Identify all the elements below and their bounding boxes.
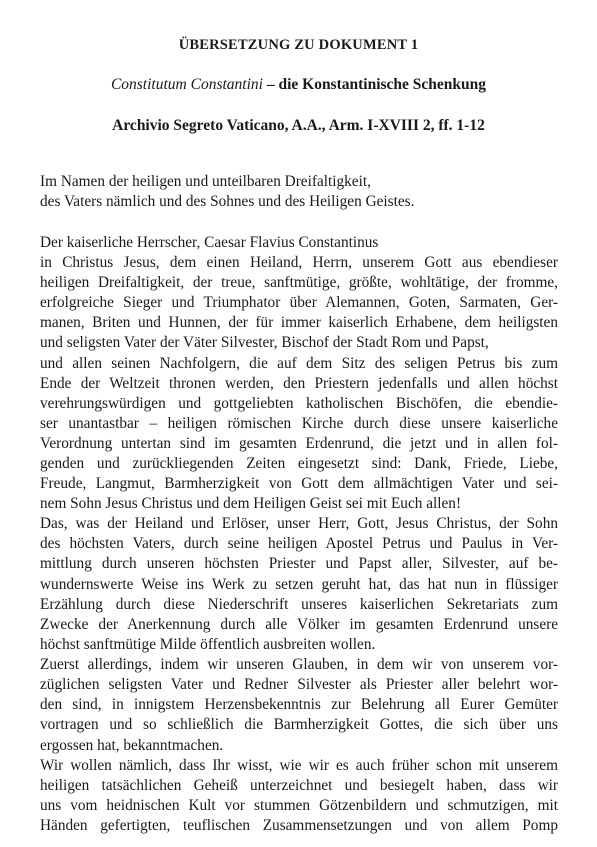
text-line: in Christus Jesus, dem einen Heiland, Herrn, unserem Gott aus ebendieser: [40, 254, 558, 271]
text-line: und seligsten Vater der Väter Silvester, Bischof der Stadt Rom und Papst,: [40, 334, 489, 351]
text-line: ser unantastbar – heiligen römischen Kirche durch diese unsere kaiserliche: [40, 415, 558, 432]
text-line: Im Namen der heiligen und unteilbaren Dreifaltigkeit,: [40, 173, 371, 190]
text-line: und allen seinen Nachfolgern, die auf dem Sitz des seligen Petrus bis zum: [40, 355, 558, 372]
text-line: den sind, in innigstem Herzensbekenntnis zur Belehrung all Eurer Gemüter: [40, 696, 558, 713]
text-line: Verordnung untertan sind im gesamten Erdenrund, die jetzt und in allen fol-: [40, 435, 558, 452]
text-line: Freude, Langmut, Barmherzigkeit von Gott dem allmächtigen Vater und sei-: [40, 475, 558, 492]
text-line: genden und zurückliegenden Zeiten eingesetzt sind: Dank, Friede, Liebe,: [40, 455, 558, 472]
text-line: wundernswerte Weise ins Werk zu setzen geruht hat, das hat nun in flüssiger: [40, 576, 558, 593]
text-line: des Vaters nämlich und des Sohnes und des Heiligen Geistes.: [40, 193, 415, 210]
text-line: züglichen seligsten Vater und Redner Silvester als Priester aller belehrt wor-: [40, 676, 558, 693]
text-line: Wir wollen nämlich, dass Ihr wisst, wie wir es auch früher schon mit unserem: [40, 757, 558, 774]
text-line: erfolgreiche Sieger und Triumphator über Alemannen, Goten, Sarmaten, Ger-: [40, 294, 558, 311]
text-line: heiligen Dreifaltigkeit, der treue, sanftmütige, größte, wohltätige, der fromme,: [40, 274, 558, 291]
text-line: höchst sanftmütige Milde öffentlich ausbreiten wollen.: [40, 636, 376, 653]
text-line: Das, was der Heiland und Erlöser, unser Herr, Gott, Jesus Christus, der Sohn: [40, 515, 558, 532]
text-line: Zwecke der Anerkennung durch alle Völker im gesamten Erdenrund unsere: [40, 616, 558, 633]
text-line: Der kaiserliche Herrscher, Caesar Flavius Constantinus: [40, 234, 379, 251]
text-line: heiligen tatsächlichen Geheiß unterzeichnet und besiegelt haben, dass wir: [40, 777, 558, 794]
text-line: des höchsten Vaters, durch seine heiligen Apostel Petrus und Paulus in Ver-: [40, 535, 558, 552]
subtitle-italic-part: Constitutum Constantini: [110, 76, 263, 93]
text-line: mittlung durch unseren höchsten Priester und Papst aller, Silvester, auf be-: [40, 555, 558, 572]
text-line: Händen gefertigten, teuflischen Zusammensetzungen und von allem Pomp: [40, 817, 558, 834]
document-heading: ÜBERSETZUNG ZU DOKUMENT 1: [178, 37, 419, 53]
text-line: verehrungswürdigen und gottgeliebten katholischen Bischöfen, die ebendie-: [40, 395, 558, 412]
document-subtitle: [0, 76, 597, 94]
text-line: ergossen hat, bekanntmachen.: [40, 737, 224, 754]
text-line: Erzählung durch diese Niederschrift unseres kaiserlichen Sekretariats zum: [40, 596, 558, 613]
text-line: vortragen und so schließlich die Barmherzigkeit Gottes, die sich über uns: [40, 716, 558, 733]
text-line: nem Sohn Jesus Christus und dem Heiligen Geist sei mit Euch allen!: [40, 495, 462, 512]
text-line: manen, Briten und Hunnen, der für immer kaiserlich Erhabene, dem heiligsten: [40, 314, 558, 331]
subtitle-rest: – die Konstantinische Schenkung: [262, 76, 487, 93]
text-line: uns vom heidnischen Kult vor stummen Götzenbildern und schmutzigen, mit: [40, 797, 558, 814]
archive-reference: Archivio Segreto Vaticano, A.A., Arm. I-XVIII 2, ff. 1-12: [112, 117, 485, 134]
text-line: Zuerst allerdings, indem wir unseren Glauben, in dem wir von unserem vor-: [40, 656, 558, 673]
text-line: Ende der Weltzeit thronen werden, den Priestern jedenfalls und allen höchst: [40, 375, 558, 392]
